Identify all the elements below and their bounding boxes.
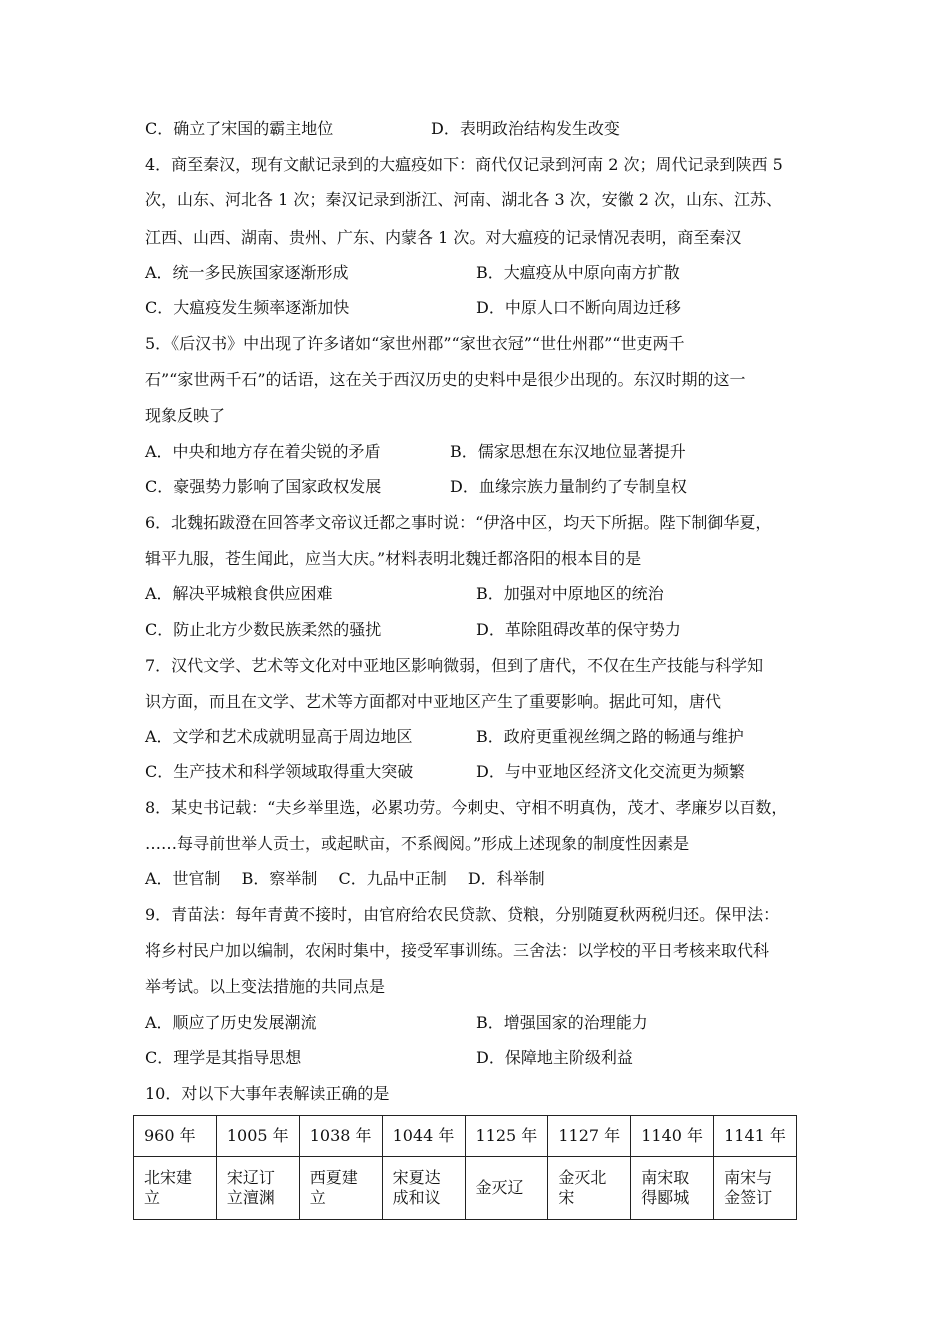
year-cell: 1140 年 — [631, 1116, 714, 1157]
year-cell: 1005 年 — [216, 1116, 299, 1157]
q5-option-b: B．儒家思想在东汉地位显著提升 — [450, 442, 686, 461]
year-cell: 1125 年 — [465, 1116, 548, 1157]
q4-stem-line-3: 江西、山西、湖南、贵州、广东、内蒙各 1 次。对大瘟疫的记录情况表明，商至秦汉 — [145, 228, 742, 247]
q4-option-c: C．大瘟疫发生频率逐渐加快 — [145, 298, 350, 317]
q10-stem: 10．对以下大事年表解读正确的是 — [145, 1084, 390, 1103]
event-cell: 金灭辽 — [465, 1157, 548, 1220]
q9-stem-line-3: 举考试。以上变法措施的共同点是 — [145, 977, 386, 996]
q7-option-a: A．文学和艺术成就明显高于周边地区 — [145, 727, 413, 746]
q5-option-d: D．血缘宗族力量制约了专制皇权 — [450, 477, 687, 496]
q7-option-b: B．政府更重视丝绸之路的畅通与维护 — [476, 727, 744, 746]
q5-option-a: A．中央和地方存在着尖锐的矛盾 — [145, 442, 381, 461]
q5-stem-line-3: 现象反映了 — [145, 406, 226, 425]
event-cell: 西夏建立 — [299, 1157, 382, 1220]
q4-option-d: D．中原人口不断向周边迁移 — [476, 298, 681, 317]
year-cell: 1044 年 — [382, 1116, 465, 1157]
q4-option-a: A．统一多民族国家逐渐形成 — [145, 263, 349, 282]
q4-stem-line-2: 次，山东、河北各 1 次；秦汉记录到浙江、河南、湖北各 3 次，安徽 2 次，山东、江苏、 — [145, 190, 783, 209]
table-row-events — [134, 1157, 797, 1220]
q7-stem-line-2: 识方面，而且在文学、艺术等方面都对中亚地区产生了重要影响。据此可知，唐代 — [145, 692, 722, 711]
q9-stem-line-1: 9．青苗法：每年青黄不接时，由官府给农民贷款、贷粮，分别随夏秋两税归还。保甲法： — [145, 905, 780, 924]
table-row-years — [134, 1116, 797, 1157]
event-cell: 北宋建立 — [134, 1157, 217, 1220]
q6-option-d: D．革除阻碍改革的保守势力 — [476, 620, 681, 639]
q3-option-c: C．确立了宋国的霸主地位 — [145, 119, 334, 138]
event-cell: 宋夏达成和议 — [382, 1157, 465, 1220]
q6-stem-line-1: 6．北魏拓跋澄在回答孝文帝议迁都之事时说：“伊洛中区，均天下所据。陛下制御华夏， — [145, 513, 772, 532]
event-cell: 金灭北宋 — [548, 1157, 631, 1220]
q9-option-c: C．理学是其指导思想 — [145, 1048, 302, 1067]
year-cell: 1038 年 — [299, 1116, 382, 1157]
q4-stem-line-1: 4．商至秦汉，现有文献记录到的大瘟疫如下：商代仅记录到河南 2 次；周代记录到陕西 5 — [145, 155, 783, 174]
chronology-table — [133, 1115, 797, 1220]
year-cell: 1127 年 — [548, 1116, 631, 1157]
q9-option-b: B．增强国家的治理能力 — [476, 1013, 648, 1032]
q4-option-b: B．大瘟疫从中原向南方扩散 — [476, 263, 680, 282]
q5-stem-line-1: 5．《后汉书》中出现了许多诸如“家世州郡”“家世衣冠”“世仕州郡”“世吏两千 — [145, 334, 685, 353]
q8-stem-line-1: 8．某史书记载：“夫乡举里选，必累功劳。今刺史、守相不明真伪，茂才、孝廉岁以百数， — [145, 798, 788, 817]
q6-option-a: A．解决平城粮食供应困难 — [145, 584, 333, 603]
q6-option-c: C．防止北方少数民族柔然的骚扰 — [145, 620, 382, 639]
q9-option-a: A．顺应了历史发展潮流 — [145, 1013, 317, 1032]
q6-option-b: B．加强对中原地区的统治 — [476, 584, 664, 603]
q9-option-d: D．保障地主阶级利益 — [476, 1048, 633, 1067]
q9-stem-line-2: 将乡村民户加以编制，农闲时集中，接受军事训练。三舍法：以学校的平日考核来取代科 — [145, 941, 770, 960]
q8-options: A．世官制 B．察举制 C．九品中正制 D．科举制 — [145, 869, 545, 888]
q3-option-d: D．表明政治结构发生改变 — [431, 119, 620, 138]
event-cell: 宋辽订立澶渊 — [216, 1157, 299, 1220]
q5-option-c: C．豪强势力影响了国家政权发展 — [145, 477, 382, 496]
event-cell: 南宋取得郾城 — [631, 1157, 714, 1220]
q6-stem-line-2: 辑平九服，苍生闻此，应当大庆。”材料表明北魏迁都洛阳的根本目的是 — [145, 549, 642, 568]
q7-option-c: C．生产技术和科学领域取得重大突破 — [145, 762, 414, 781]
q8-stem-line-2: ……每寻前世举人贡士，或起畎亩，不系阀阅。”形成上述现象的制度性因素是 — [145, 834, 690, 853]
event-cell: 南宋与金签订 — [714, 1157, 797, 1220]
q5-stem-line-2: 石”“家世两千石”的话语，这在关于西汉历史的史料中是很少出现的。东汉时期的这一 — [145, 370, 746, 389]
q7-stem-line-1: 7．汉代文学、艺术等文化对中亚地区影响微弱，但到了唐代，不仅在生产技能与科学知 — [145, 656, 764, 675]
year-cell: 960 年 — [134, 1116, 217, 1157]
q7-option-d: D．与中亚地区经济文化交流更为频繁 — [476, 762, 745, 781]
year-cell: 1141 年 — [714, 1116, 797, 1157]
